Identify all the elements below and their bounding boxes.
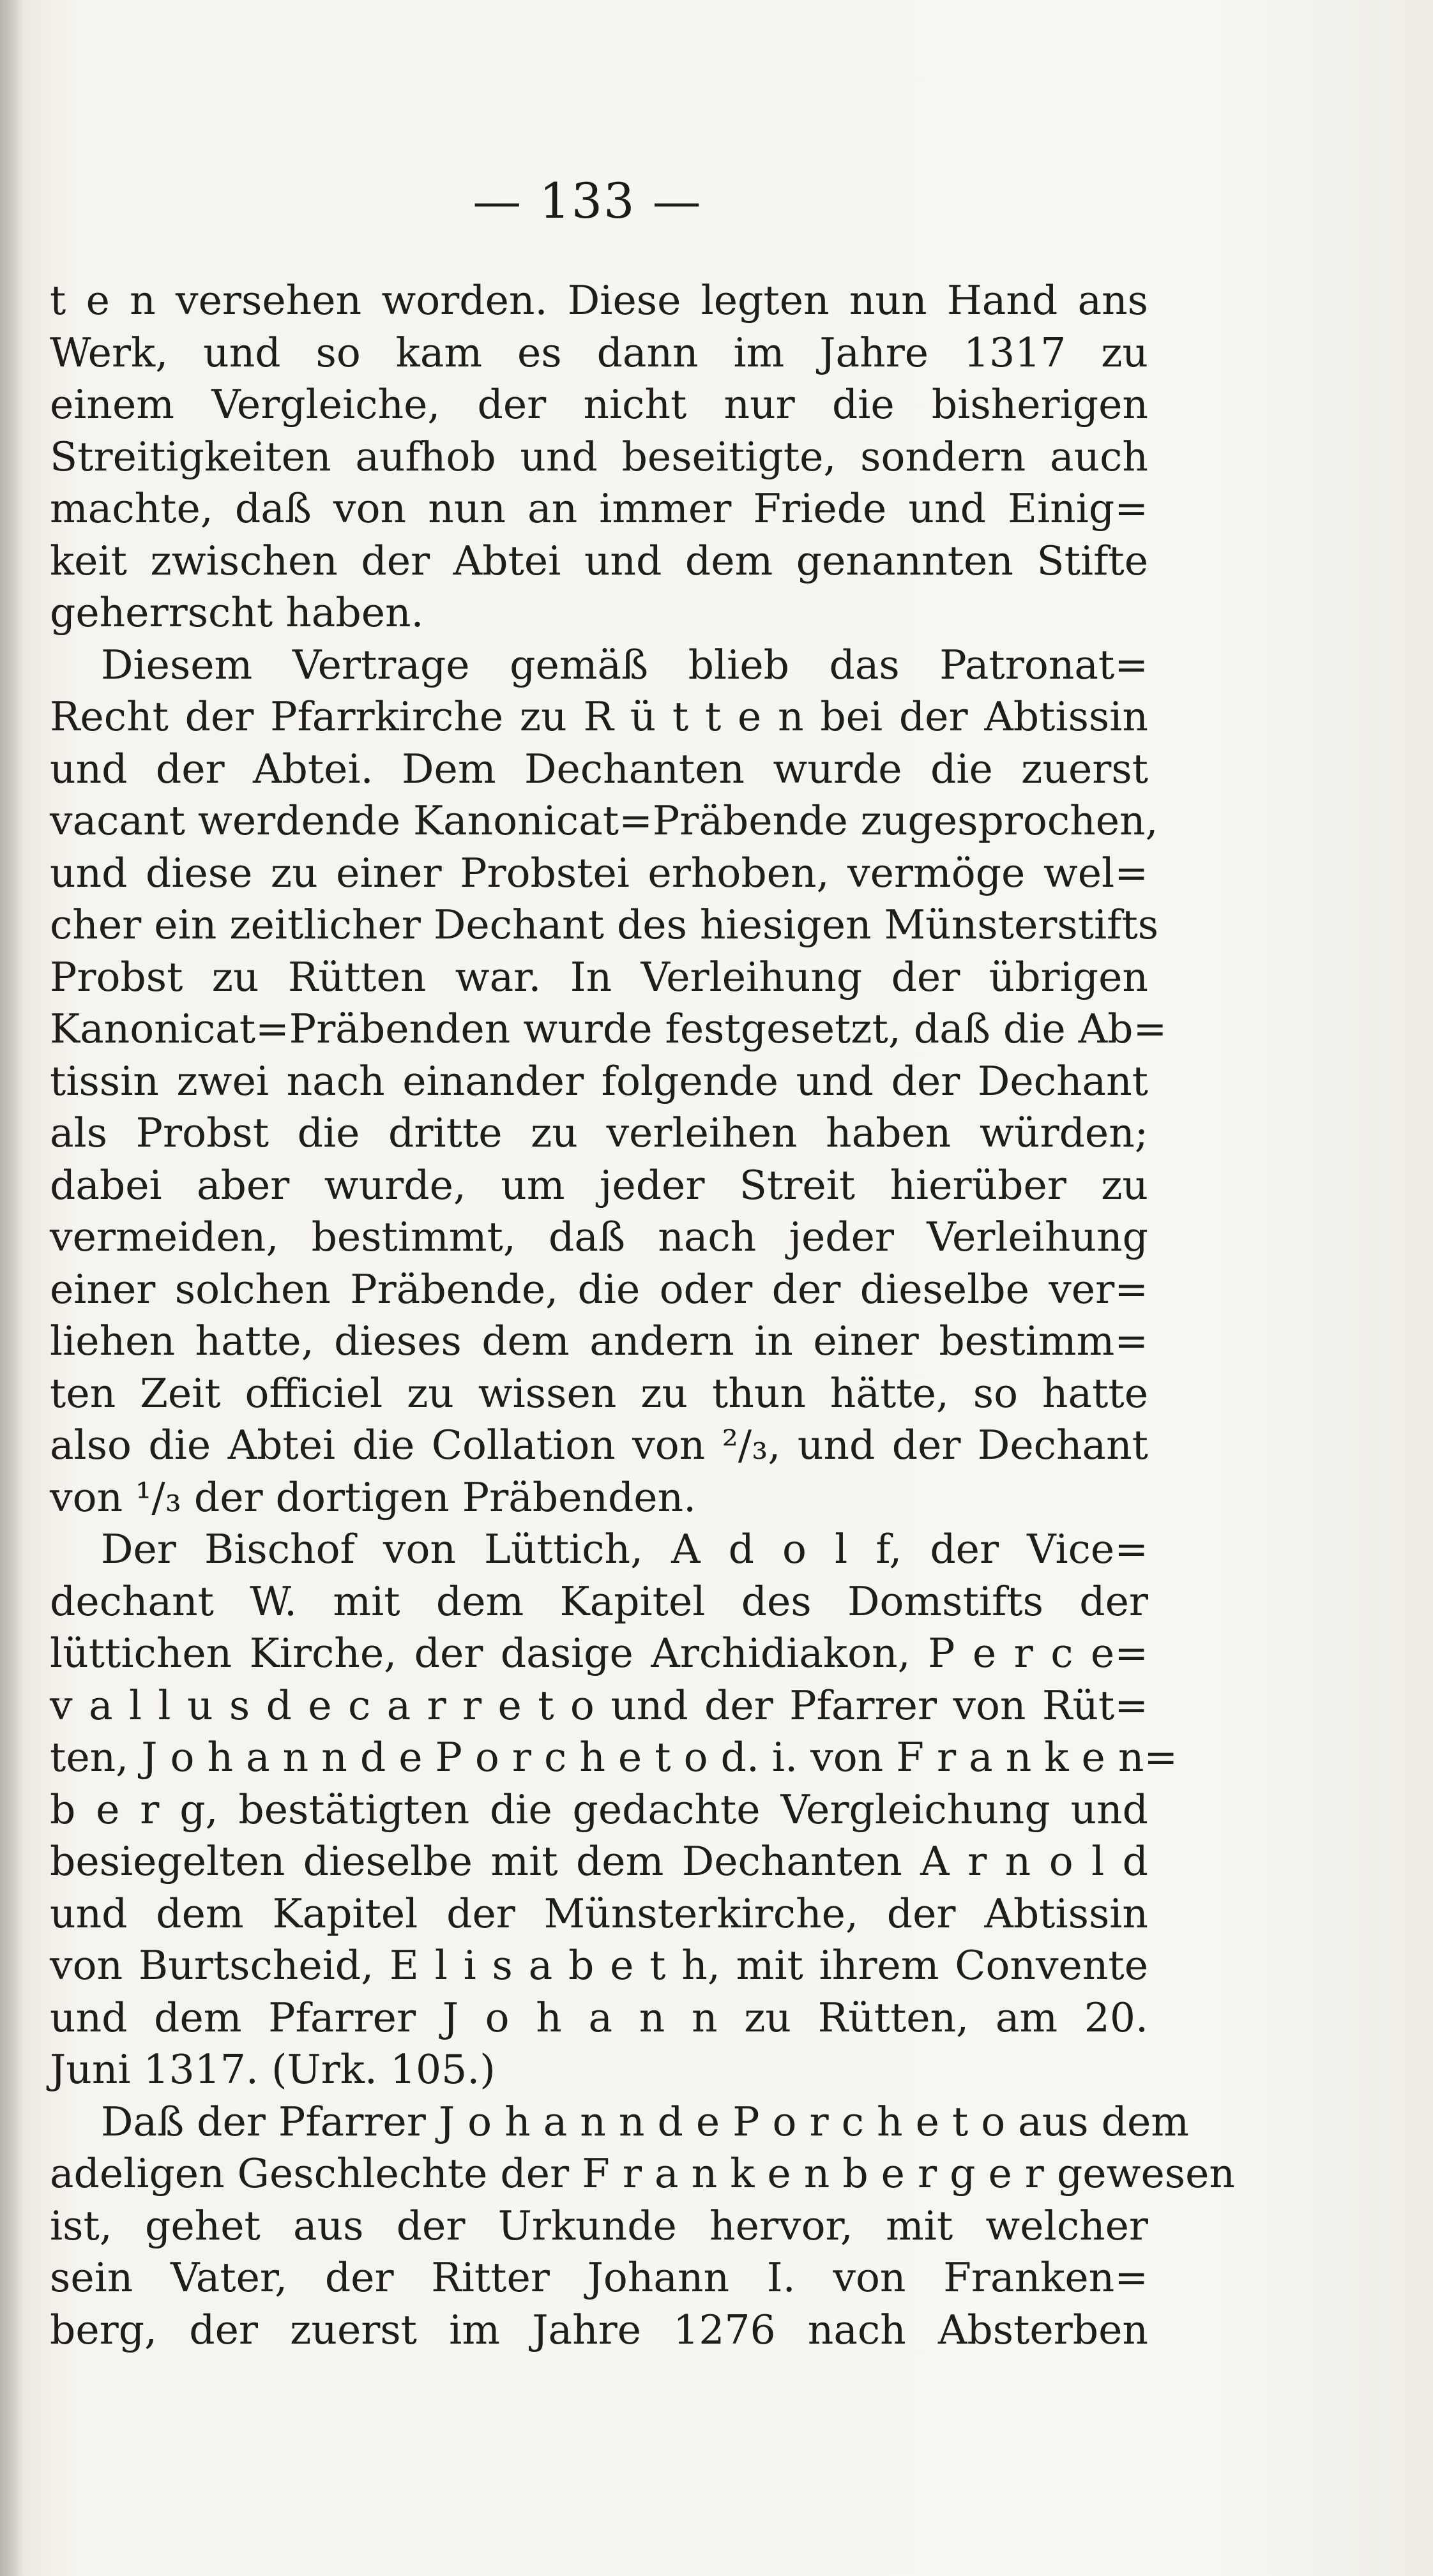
- text-line: ten, J o h a n n d e P o r c h e t o d. i. von F r a n k e n=: [50, 1734, 1178, 1781]
- text-line: liehen hatte, dieses dem andern in einer bestimm=: [50, 1318, 1148, 1364]
- text-line: machte, daß von nun an immer Friede und Einig=: [50, 485, 1148, 532]
- text-line: v a l l u s d e c a r r e t o und der Pfarrer von Rüt=: [50, 1682, 1148, 1729]
- text-line: Probst zu Rütten war. In Verleihung der übrigen: [50, 953, 1148, 1000]
- text-line: Der Bischof von Lüttich, A d o l f, der Vice=: [101, 1526, 1148, 1572]
- text-line: und diese zu einer Probstei erhoben, vermöge wel=: [50, 849, 1148, 896]
- text-line: von ¹/₃ der dortigen Präbenden.: [50, 1473, 697, 1521]
- text-line: b e r g, bestätigten die gedachte Vergleichung und: [50, 1786, 1148, 1833]
- text-line: Recht der Pfarrkirche zu R ü t t e n bei der Abtissin: [50, 693, 1148, 740]
- text-line: cher ein zeitlicher Dechant des hiesigen Münsterstifts: [50, 901, 1159, 948]
- spine-shadow: [0, 0, 23, 2576]
- text-line: keit zwischen der Abtei und dem genannten Stifte: [50, 537, 1148, 584]
- text-line: ten Zeit officiel zu wissen zu thun hätte, so hatte: [50, 1369, 1148, 1417]
- text-line: geherrscht haben.: [50, 589, 424, 636]
- text-line: als Probst die dritte zu verleihen haben würden;: [50, 1110, 1148, 1156]
- page-number: — 133 —: [473, 172, 702, 229]
- text-line: besiegelten dieselbe mit dem Dechanten A r n o l d: [50, 1838, 1148, 1885]
- text-line: Daß der Pfarrer J o h a n n d e P o r c h e t o aus dem: [101, 2098, 1190, 2145]
- text-line: tissin zwei nach einander folgende und der Dechant: [50, 1057, 1148, 1104]
- text-line: Diesem Vertrage gemäß blieb das Patronat=: [101, 641, 1148, 688]
- text-line: Streitigkeiten aufhob und beseitigte, sondern auch: [50, 433, 1148, 480]
- text-line: vermeiden, bestimmt, daß nach jeder Verleihung: [50, 1214, 1148, 1260]
- text-line: Werk, und so kam es dann im Jahre 1317 zu: [50, 329, 1148, 376]
- text-line: t e n versehen worden. Diese legten nun Hand ans: [50, 277, 1148, 324]
- text-line: dechant W. mit dem Kapitel des Domstifts der: [50, 1578, 1148, 1625]
- text-line: und dem Kapitel der Münsterkirche, der Abtissin: [50, 1890, 1148, 1937]
- text-line: adeligen Geschlechte der F r a n k e n b e r g e r gewesen: [50, 2150, 1235, 2197]
- text-line: dabei aber wurde, um jeder Streit hierüber zu: [50, 1161, 1148, 1209]
- body-text: [50, 275, 1235, 2356]
- text-line: Kanonicat=Präbenden wurde festgesetzt, daß die Ab=: [50, 1006, 1167, 1052]
- text-line: von Burtscheid, E l i s a b e t h, mit ihrem Convente: [50, 1942, 1148, 1989]
- text-line: also die Abtei die Collation von ²/₃, und der Dechant: [50, 1422, 1148, 1468]
- text-line: einem Vergleiche, der nicht nur die bisherigen: [50, 381, 1148, 428]
- text-line: und dem Pfarrer J o h a n n zu Rütten, am 20.: [50, 1994, 1148, 2041]
- text-line: sein Vater, der Ritter Johann I. von Franken=: [50, 2254, 1148, 2301]
- text-line: einer solchen Präbende, die oder der dieselbe ver=: [50, 1265, 1148, 1313]
- text-line: vacant werdende Kanonicat=Präbende zugesprochen,: [50, 797, 1158, 844]
- text-line: lüttichen Kirche, der dasige Archidiakon, P e r c e=: [50, 1630, 1148, 1676]
- text-line: ist, gehet aus der Urkunde hervor, mit welcher: [50, 2202, 1148, 2249]
- text-line: und der Abtei. Dem Dechanten wurde die zuerst: [50, 745, 1148, 792]
- text-line: berg, der zuerst im Jahre 1276 nach Absterben: [50, 2306, 1148, 2353]
- text-line: Juni 1317. (Urk. 105.): [50, 2046, 496, 2093]
